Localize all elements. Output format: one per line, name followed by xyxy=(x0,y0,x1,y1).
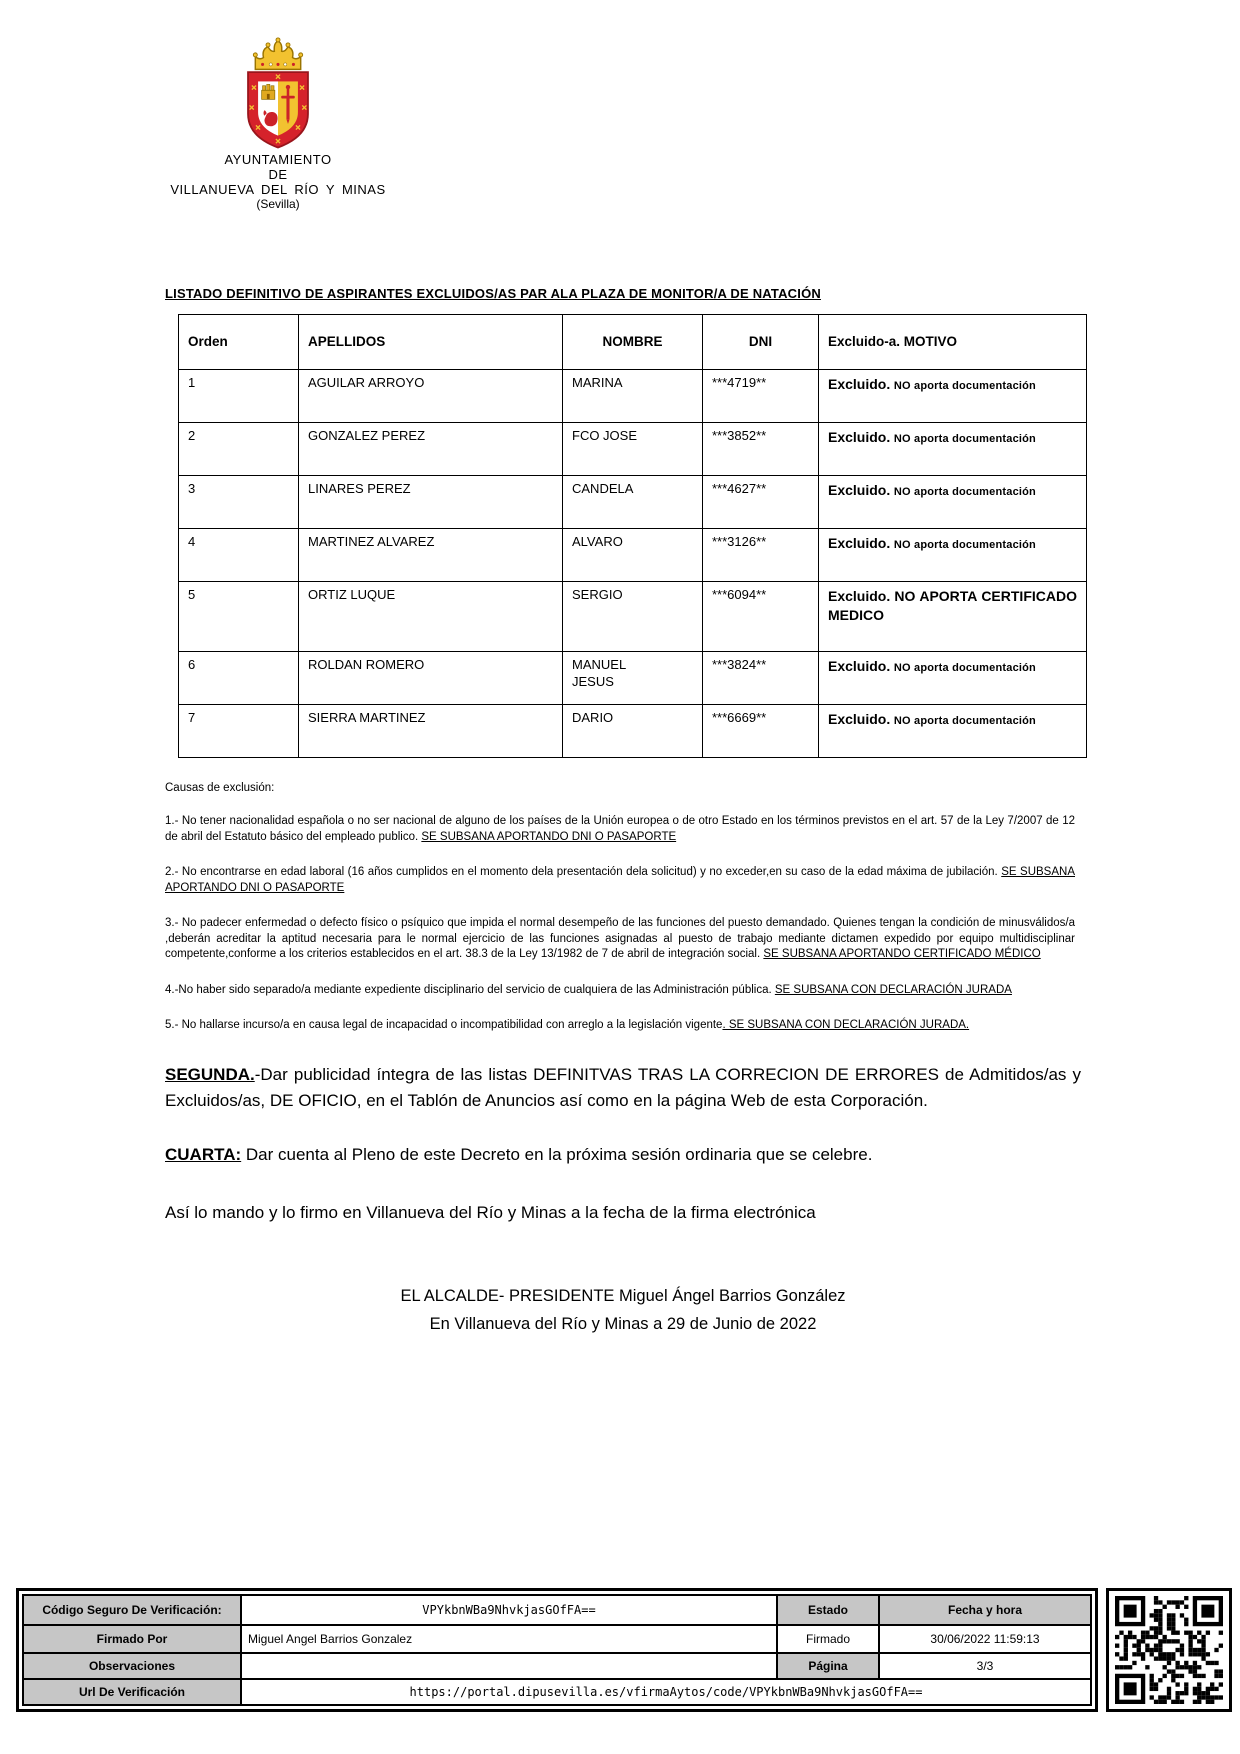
fecha-value: 30/06/2022 11:59:13 xyxy=(879,1625,1091,1653)
vf-row-csv xyxy=(23,1595,1091,1625)
header-motivo: Excluido-a. MOTIVO xyxy=(819,315,1087,370)
pagina-value: 3/3 xyxy=(879,1653,1091,1679)
fecha-label: Fecha y hora xyxy=(879,1595,1091,1625)
table-row xyxy=(179,582,1087,652)
header-nombre: NOMBRE xyxy=(563,315,703,370)
header-orden: Orden xyxy=(179,315,299,370)
motivo-cell: Excluido. NO aporta documentación xyxy=(819,705,1087,758)
observaciones-value xyxy=(241,1653,777,1679)
dni-cell: ***3126** xyxy=(703,529,819,582)
causa-item-1: 1.- No tener nacionalidad española o no ser nacional de alguno de los países de la Unión europea o de otro Estado en los términos previstos en el art. 57 de la Ley 7/2007 de 12 de abril del Estatuto básico del empleado publico. SE SUBSANA APORTANDO DNI O PASAPORTE xyxy=(165,815,1075,843)
table-row xyxy=(179,423,1087,476)
clause-cuarta: CUARTA: Dar cuenta al Pleno de este Decreto en la próxima sesión ordinaria que se celebre. xyxy=(165,1144,873,1164)
qr-code-icon xyxy=(1106,1588,1232,1712)
table-row xyxy=(179,529,1087,582)
clause-segunda: SEGUNDA.-Dar publicidad íntegra de las listas DEFINITVAS TRAS LA CORRECION DE ERRORES de Admitidos/as y Excluidos/as, DE OFICIO, en el Tablón de Anuncios así como en la página Web de esta Corporación. xyxy=(165,1064,1081,1110)
signature-line-1: EL ALCALDE- PRESIDENTE Miguel Ángel Barrios González xyxy=(400,1286,846,1305)
apellidos-cell: SIERRA MARTINEZ xyxy=(299,705,563,758)
table-row xyxy=(179,652,1087,705)
orden-cell: 3 xyxy=(179,476,299,529)
csv-value: VPYkbnWBa9NhvkjasGOfFA== xyxy=(241,1595,777,1625)
nombre-cell: CANDELA xyxy=(563,476,703,529)
estado-value: Firmado xyxy=(777,1625,879,1653)
apellidos-cell: ORTIZ LUQUE xyxy=(299,582,563,652)
table-row xyxy=(179,370,1087,423)
dni-cell: ***4719** xyxy=(703,370,819,423)
causa-item-5: 5.- No hallarse incurso/a en causa legal de incapacidad o incompatibilidad con arreglo a la legislación vigente. SE SUBSANA CON DECLARACIÓN JURADA. xyxy=(165,1019,970,1031)
causas-heading: Causas de exclusión: xyxy=(165,782,275,794)
orden-cell: 5 xyxy=(179,582,299,652)
qr-code xyxy=(1114,1596,1224,1704)
org-name-line3: VILLANUEVA DEL RÍO Y MINAS xyxy=(170,182,386,197)
observaciones-label: Observaciones xyxy=(23,1653,241,1679)
causa-item-3: 3.- No padecer enfermedad o defecto físico o psíquico que impida el normal desempeño de las funciones del puesto demandado. Quienes tengan la condición de minusválidos/a ,deberán acreditar la aptitud necesaria para le normal ejercicio de las funciones asignadas al puesto de trabajo mediante dictamen expedido por equipo multidisciplinar competente,conforme a los criterios establecidos en el art. 38.3 de la Ley 13/1982 de 7 de abril de integración social. SE SUBSANA APORTANDO CERTIFICADO MÉDICO xyxy=(165,917,1075,960)
nombre-cell: DARIO xyxy=(563,705,703,758)
orden-cell: 4 xyxy=(179,529,299,582)
motivo-cell: Excluido. NO aporta documentación xyxy=(819,476,1087,529)
table-header-row xyxy=(179,315,1087,370)
dni-cell: ***6669** xyxy=(703,705,819,758)
causa-item-4: 4.-No haber sido separado/a mediante expediente disciplinario del servicio de cualquiera de las Administración pública. SE SUBSANA CON DECLARACIÓN JURADA xyxy=(165,983,1012,996)
table-row xyxy=(179,705,1087,758)
apellidos-cell: GONZALEZ PEREZ xyxy=(299,423,563,476)
verification-table xyxy=(16,1588,1098,1712)
nombre-cell: FCO JOSE xyxy=(563,423,703,476)
motivo-cell: Excluido. NO aporta documentación xyxy=(819,652,1087,705)
firmado-por-label: Firmado Por xyxy=(23,1625,241,1653)
org-name-line2: DE xyxy=(268,167,288,182)
motivo-cell: Excluido. NO aporta documentación xyxy=(819,423,1087,476)
url-label: Url De Verificación xyxy=(23,1679,241,1705)
causa-item-2: 2.- No encontrarse en edad laboral (16 años cumplidos en el momento dela presentación dela solicitud) y no exceder,en su caso de la edad máxima de jubilación. SE SUBSANA APORTANDO DNI O PASAPORTE xyxy=(165,866,1076,894)
apellidos-cell: MARTINEZ ALVAREZ xyxy=(299,529,563,582)
url-value[interactable]: https://portal.dipusevilla.es/vfirmaAytos/code/VPYkbnWBa9NhvkjasGOfFA== xyxy=(241,1679,1091,1705)
orden-cell: 6 xyxy=(179,652,299,705)
orden-cell: 1 xyxy=(179,370,299,423)
apellidos-cell: AGUILAR ARROYO xyxy=(299,370,563,423)
table-row xyxy=(179,476,1087,529)
document-title: LISTADO DEFINITIVO DE ASPIRANTES EXCLUIDOS/AS PAR ALA PLAZA DE MONITOR/A DE NATACIÓN xyxy=(165,286,821,301)
nombre-cell: MANUEL JESUS xyxy=(563,652,703,705)
vf-row-url xyxy=(23,1679,1091,1705)
signature-line-2: En Villanueva del Río y Minas a 29 de Junio de 2022 xyxy=(429,1314,817,1333)
vf-row-firmado xyxy=(23,1625,1091,1653)
orden-cell: 7 xyxy=(179,705,299,758)
dni-cell: ***3824** xyxy=(703,652,819,705)
nombre-cell: ALVARO xyxy=(563,529,703,582)
pagina-label: Página xyxy=(777,1653,879,1679)
org-name-line1: AYUNTAMIENTO xyxy=(224,152,332,167)
coat-of-arms-icon xyxy=(150,34,406,152)
estado-label: Estado xyxy=(777,1595,879,1625)
dni-cell: ***6094** xyxy=(703,582,819,652)
motivo-cell: Excluido. NO aporta documentación xyxy=(819,370,1087,423)
header-dni: DNI xyxy=(703,315,819,370)
firmado-por-value: Miguel Angel Barrios Gonzalez xyxy=(241,1625,777,1653)
dni-cell: ***4627** xyxy=(703,476,819,529)
dni-cell: ***3852** xyxy=(703,423,819,476)
nombre-cell: MARINA xyxy=(563,370,703,423)
apellidos-cell: LINARES PEREZ xyxy=(299,476,563,529)
excluded-applicants-table xyxy=(178,314,1087,758)
header-apellidos: APELLIDOS xyxy=(299,315,563,370)
csv-label: Código Seguro De Verificación: xyxy=(23,1595,241,1625)
motivo-cell: Excluido. NO APORTA CERTIFICADO MEDICO xyxy=(819,582,1087,652)
vf-row-observaciones xyxy=(23,1653,1091,1679)
orden-cell: 2 xyxy=(179,423,299,476)
municipality-header xyxy=(150,34,406,212)
org-name-line4: (Sevilla) xyxy=(256,197,300,211)
signature-block xyxy=(165,1282,1081,1338)
nombre-cell: SERGIO xyxy=(563,582,703,652)
motivo-cell: Excluido. NO aporta documentación xyxy=(819,529,1087,582)
closing-statement: Así lo mando y lo firmo en Villanueva del Río y Minas a la fecha de la firma electrónica xyxy=(165,1202,816,1222)
apellidos-cell: ROLDAN ROMERO xyxy=(299,652,563,705)
